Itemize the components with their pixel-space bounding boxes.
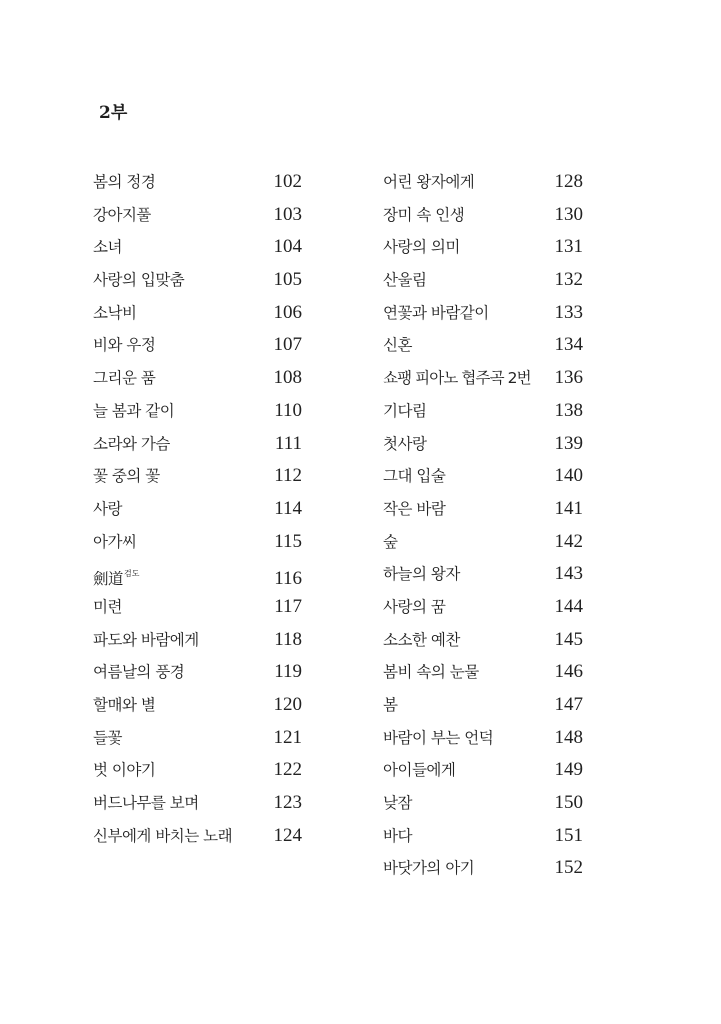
entry-title-with-annotation <box>93 561 139 592</box>
toc-entry[interactable] <box>93 823 302 856</box>
entry-page-number: 146 <box>554 661 583 683</box>
entry-title: 봄의 정경 <box>93 173 156 191</box>
toc-entry[interactable] <box>93 757 302 790</box>
entry-title: 낮잠 <box>383 794 412 813</box>
toc-entry[interactable] <box>93 496 302 529</box>
toc-entry[interactable] <box>383 431 583 464</box>
entry-page-number: 133 <box>554 301 583 323</box>
toc-entry[interactable] <box>383 659 583 692</box>
entry-title: 비와 우정 <box>93 336 156 355</box>
entry-title: 아가씨 <box>93 532 137 551</box>
entry-page-number: 130 <box>554 203 583 225</box>
toc-entry[interactable] <box>93 529 302 562</box>
entry-title-hanja: 劍道 <box>93 570 124 589</box>
toc-entry[interactable] <box>383 463 583 496</box>
entry-title: 바닷가의 아기 <box>383 859 475 878</box>
entry-title: 파도와 바람에게 <box>93 630 199 649</box>
entry-page-number: 145 <box>554 628 583 650</box>
toc-entry[interactable] <box>93 398 302 431</box>
toc-entry[interactable] <box>93 627 302 660</box>
toc-entry[interactable] <box>383 398 583 431</box>
entry-title: 버드나무를 보며 <box>93 794 199 813</box>
toc-entry[interactable] <box>383 169 583 202</box>
toc-entry[interactable] <box>93 431 302 464</box>
toc-entry[interactable] <box>383 529 583 562</box>
entry-page-number: 103 <box>273 203 302 225</box>
entry-title: 소라와 가슴 <box>93 434 170 453</box>
entry-page-number: 118 <box>274 628 302 650</box>
entry-title: 봄 <box>383 696 398 714</box>
entry-page-number: 117 <box>274 595 302 617</box>
entry-title: 들꽃 <box>93 728 122 747</box>
entry-page-number: 114 <box>274 497 302 519</box>
entry-title: 하늘의 왕자 <box>383 565 460 584</box>
entry-page-number: 143 <box>554 563 583 585</box>
entry-page-number: 128 <box>554 171 583 192</box>
entry-title: 숲 <box>383 532 398 551</box>
entry-page-number: 119 <box>274 661 302 683</box>
entry-page-number: 152 <box>554 857 583 879</box>
toc-entry[interactable] <box>383 267 583 300</box>
entry-title: 소낙비 <box>93 303 137 322</box>
toc-entry[interactable] <box>383 365 583 398</box>
toc-entry[interactable] <box>93 725 302 758</box>
toc-entry[interactable] <box>383 234 583 267</box>
toc-left-column <box>93 169 302 855</box>
entry-page-number: 134 <box>554 334 583 356</box>
entry-page-number: 136 <box>554 367 583 389</box>
toc-entry[interactable] <box>383 790 583 823</box>
entry-title: 첫사랑 <box>383 434 427 453</box>
entry-page-number: 132 <box>554 269 583 291</box>
entry-title: 그리운 품 <box>93 369 156 388</box>
toc-entry[interactable] <box>93 365 302 398</box>
entry-title: 사랑의 의미 <box>383 238 460 257</box>
toc-entry[interactable] <box>93 790 302 823</box>
entry-page-number: 111 <box>274 432 302 454</box>
entry-page-number: 110 <box>274 399 302 421</box>
entry-page-number: 131 <box>554 236 583 258</box>
entry-title: 사랑 <box>93 499 122 518</box>
entry-page-number: 147 <box>554 694 583 715</box>
toc-entry[interactable] <box>383 594 583 627</box>
entry-page-number: 112 <box>274 465 302 487</box>
entry-page-number: 106 <box>273 301 302 323</box>
entry-title: 꽃 중의 꽃 <box>93 467 160 486</box>
entry-title: 연꽃과 바람같이 <box>383 303 489 322</box>
entry-page-number: 116 <box>274 568 302 590</box>
entry-title: 여름날의 풍경 <box>93 663 185 682</box>
entry-page-number: 144 <box>554 595 583 617</box>
entry-title: 기다림 <box>383 401 427 420</box>
entry-title: 바다 <box>383 826 412 845</box>
toc-entry[interactable] <box>93 561 302 594</box>
entry-page-number: 108 <box>273 367 302 389</box>
entry-title: 미련 <box>93 597 122 616</box>
entry-title: 벗 이야기 <box>93 761 156 780</box>
toc-entry[interactable] <box>93 659 302 692</box>
toc-entry[interactable] <box>383 757 583 790</box>
entry-title: 신혼 <box>383 336 412 355</box>
toc-entry[interactable] <box>93 234 302 267</box>
toc-entry[interactable] <box>383 692 583 725</box>
entry-title: 강아지풀 <box>93 205 151 224</box>
entry-title: 작은 바람 <box>383 499 446 518</box>
entry-title: 어린 왕자에게 <box>383 173 475 191</box>
entry-page-number: 142 <box>554 530 583 552</box>
entry-page-number: 120 <box>273 694 302 715</box>
entry-page-number: 138 <box>554 399 583 421</box>
entry-page-number: 124 <box>273 824 302 846</box>
toc-entry[interactable] <box>383 561 583 594</box>
toc-entry[interactable] <box>383 202 583 235</box>
entry-title: 장미 속 인생 <box>383 205 465 224</box>
entry-page-number: 141 <box>554 497 583 519</box>
toc-entry[interactable] <box>93 169 302 202</box>
entry-page-number: 140 <box>554 465 583 487</box>
entry-title: 소녀 <box>93 238 122 257</box>
toc-entry[interactable] <box>93 692 302 725</box>
entry-page-number: 150 <box>554 792 583 814</box>
entry-title: 사랑의 꿈 <box>383 597 446 616</box>
toc-entry[interactable] <box>93 202 302 235</box>
part-title: 2부 <box>99 103 128 123</box>
toc-entry[interactable] <box>93 594 302 627</box>
toc-entry[interactable] <box>383 627 583 660</box>
entry-page-number: 121 <box>273 726 302 748</box>
toc-entry[interactable] <box>93 300 302 333</box>
entry-title: 사랑의 입맞춤 <box>93 271 185 290</box>
toc-entry[interactable] <box>383 855 583 888</box>
entry-page-number: 104 <box>273 236 302 258</box>
entry-title: 신부에게 바치는 노래 <box>93 826 233 845</box>
entry-page-number: 139 <box>554 432 583 454</box>
toc-entry[interactable] <box>383 496 583 529</box>
toc-entry[interactable] <box>383 300 583 333</box>
toc-entry[interactable] <box>93 463 302 496</box>
entry-title: 소소한 예찬 <box>383 630 460 649</box>
entry-title: 바람이 부는 언덕 <box>383 728 494 747</box>
entry-title: 그대 입술 <box>383 467 446 486</box>
toc-entry[interactable] <box>383 332 583 365</box>
entry-title: 할매와 별 <box>93 696 156 714</box>
entry-page-number: 102 <box>273 171 302 192</box>
toc-entry[interactable] <box>383 725 583 758</box>
entry-page-number: 105 <box>273 269 302 291</box>
entry-title: 산울림 <box>383 271 427 290</box>
entry-page-number: 107 <box>273 334 302 356</box>
entry-page-number: 122 <box>273 759 302 781</box>
entry-title: 아이들에게 <box>383 761 456 780</box>
entry-page-number: 115 <box>274 530 302 552</box>
entry-title: 늘 봄과 같이 <box>93 401 175 420</box>
entry-page-number: 148 <box>554 726 583 748</box>
entry-page-number: 123 <box>273 792 302 814</box>
entry-title: 봄비 속의 눈물 <box>383 663 479 682</box>
entry-page-number: 151 <box>554 824 583 846</box>
entry-page-number: 149 <box>554 759 583 781</box>
toc-entry[interactable] <box>383 823 583 856</box>
toc-right-column <box>383 169 583 888</box>
entry-title: 쇼팽 피아노 협주곡 2번 <box>383 369 531 388</box>
toc-entry[interactable] <box>93 267 302 300</box>
toc-entry[interactable] <box>93 332 302 365</box>
entry-title-reading-superscript: 검도 <box>124 569 140 579</box>
